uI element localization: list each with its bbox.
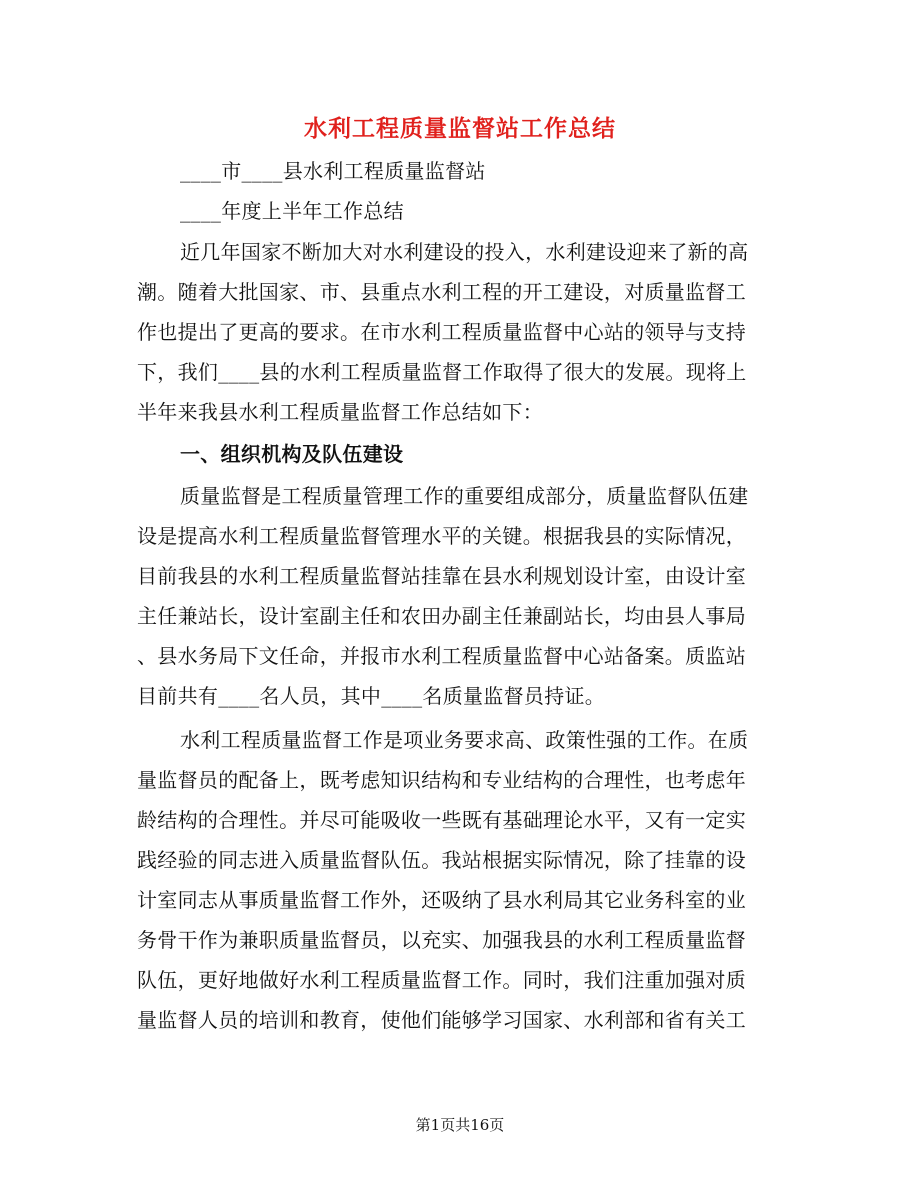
paragraph-1-line: 潮。随着大批国家、市、县重点水利工程的开工建设，对质量监督工: [137, 280, 746, 304]
paragraph-3-line: 量监督员的配备上，既考虑知识结构和专业结构的合理性，也考虑年: [137, 768, 746, 792]
paragraph-2-line: 主任兼站长，设计室副主任和农田办副主任兼副站长，均由县人事局: [137, 604, 746, 628]
paragraph-3-line: 计室同志从事质量监督工作外，还吸纳了县水利局其它业务科室的业: [137, 888, 746, 912]
paragraph-2-line: 目前我县的水利工程质量监督站挂靠在县水利规划设计室，由设计室: [137, 564, 746, 588]
paragraph-3-line: 践经验的同志进入质量监督队伍。我站根据实际情况，除了挂靠的设: [137, 848, 746, 872]
paragraph-1-line: 作也提出了更高的要求。在市水利工程质量监督中心站的领导与支持: [137, 320, 746, 344]
paragraph-2-line: 设是提高水利工程质量监督管理水平的关键。根据我县的实际情况，: [137, 524, 746, 548]
subtitle-line-2: ____年度上半年工作总结: [180, 199, 404, 223]
paragraph-1-line: 半年来我县水利工程质量监督工作总结如下：: [137, 400, 543, 424]
paragraph-2-line: 、县水务局下文任命，并报市水利工程质量监督中心站备案。质监站: [137, 644, 746, 668]
subtitle-line-1: ____市____县水利工程质量监督站: [180, 159, 486, 183]
paragraph-1-line: 近几年国家不断加大对水利建设的投入，水利建设迎来了新的高: [180, 240, 749, 264]
section-1-heading: 一、组织机构及队伍建设: [180, 442, 404, 466]
paragraph-3-line: 水利工程质量监督工作是项业务要求高、政策性强的工作。在质: [180, 728, 749, 752]
page-number-footer: 第1页共16页: [415, 1116, 505, 1134]
paragraph-3-line: 量监督人员的培训和教育，使他们能够学习国家、水利部和省有关工: [137, 1008, 746, 1032]
paragraph-2-line: 质量监督是工程质量管理工作的重要组成部分，质量监督队伍建: [180, 484, 749, 508]
paragraph-2-line: 目前共有____名人员，其中____名质量监督员持证。: [137, 684, 606, 708]
paragraph-1-line: 下，我们____县的水利工程质量监督工作取得了很大的发展。现将上: [137, 360, 747, 384]
document-title: 水利工程质量监督站工作总结: [304, 115, 616, 142]
paragraph-3-line: 队伍，更好地做好水利工程质量监督工作。同时，我们注重加强对质: [137, 968, 746, 992]
paragraph-3-line: 龄结构的合理性。并尽可能吸收一些既有基础理论水平，又有一定实: [137, 808, 746, 832]
paragraph-3-line: 务骨干作为兼职质量监督员，以充实、加强我县的水利工程质量监督: [137, 928, 746, 952]
